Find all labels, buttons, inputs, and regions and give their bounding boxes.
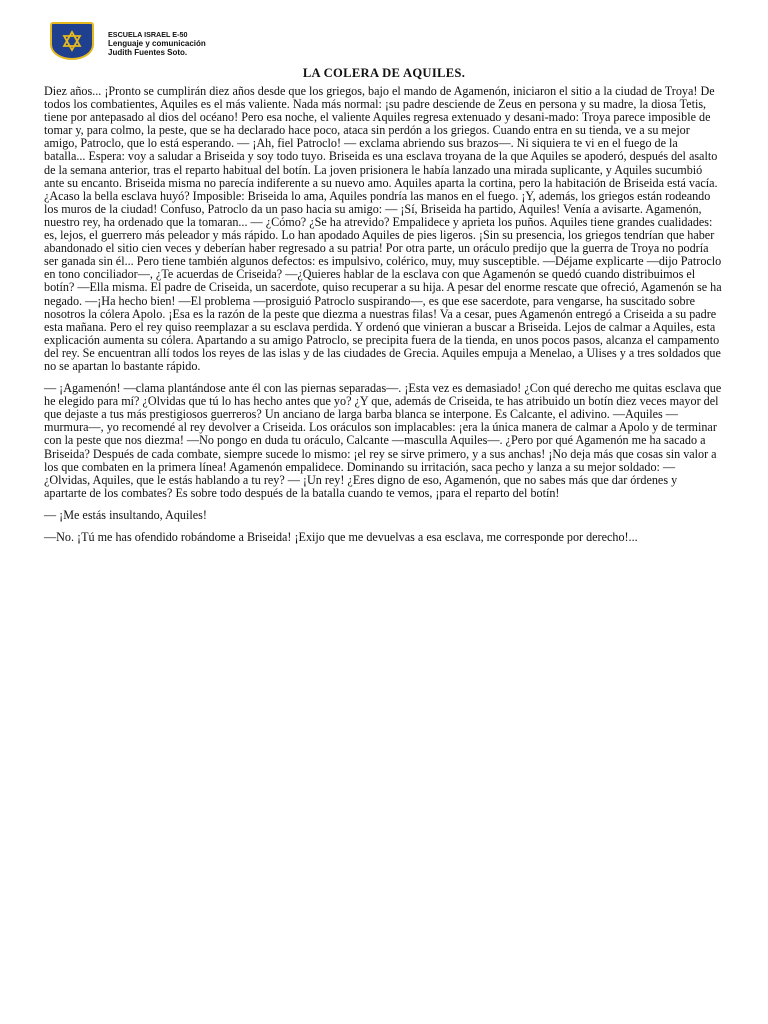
- star-of-david-shield-icon: [61, 30, 83, 52]
- teacher-name: Judith Fuentes Soto.: [108, 48, 188, 57]
- school-info: [108, 30, 206, 57]
- paragraph-3: — ¡Me estás insultando, Aquiles!: [44, 507, 207, 522]
- school-logo: [50, 22, 94, 60]
- school-header: [50, 22, 206, 60]
- paragraph-1: Diez años... ¡Pronto se cumplirán diez años desde que los griegos, bajo el mando de Agamenón, iniciaron el sitio a la ciudad de Troya! De todos los combatientes, Aquiles es el más valiente. Nada más normal: ¡su padre desciende de Zeus en persona y su madre, la diosa Tetis, tiene por antepasado al dios del océano! Pero esa noche, el valiente Aquiles regresa extenuado y desani-mado: Troya parece imposible de tomar y, para colmo, la peste, que se ha declarado hace poco, ataca sin perdón a los griegos. Cuando entra en su tienda, ve a su mejor amigo, Patroclo, que lo está esperando. — ¡Ah, fiel Patroclo! — exclama abriendo sus brazos—. Ni siquiera te vi en el fuego de la batalla... Espera: voy a saludar a Briseida y soy todo tuyo. Briseida es una esclava troyana de la que Aquiles se apoderó, después del asalto de la semana anterior, tras el reparto habitual del botín. La joven prisionera le había lanzado una mirada suplicante, y Aquiles sucumbió ante su encanto. Briseida misma no parecía indiferente a su nuevo amo. Aquiles aparta la cortina, pero la habitación de Briseida está vacía. ¿Acaso la bella esclava huyó? Imposible: Briseida lo ama, Aquiles pondría las manos en el fuego. ¡Y, además, los griegos están rodeando los muros de la ciudad! Confuso, Patroclo da un paso hacia su amigo: — ¡Sí, Briseida ha partido, Aquiles! Venía a avisarte. Agamenón, nuestro rey, ha ordenado que la tomaran... — ¿Cómo? ¿Se ha atrevido? Empalidece y aprieta los puños. Aquiles tiene grandes cualidades: es, lejos, el guerrero más peleador y más rápido. Lo han apodado Aquiles de pies ligeros. ¡Sin su presencia, los griegos tendrían que haber abandonado el sitio cien veces y deberían haber regresado a su patria! Por otra parte, un oráculo predijo que la guerra de Troya no podría ser ganada sin él... Pero tiene también algunos defectos: es impulsivo, colérico, muy, muy susceptible. —Déjame explicarte —dijo Patroclo en tono conciliador—, ¿Te acuerdas de Criseida? —¿Quieres hablar de la esclava con que Agamenón se quedó cuando distribuimos el botín? —Ella misma. El padre de Criseida, un sacerdote, quiso recuperar a su hija. A pesar del enorme rescate que ofreció, Agamenón se ha negado. —¡Ha hecho bien! —El problema —prosiguió Patroclo suspirando—, es que ese sacerdote, para vengarse, ha suscitado sobre nosotros la cólera Apolo. ¡Esa es la razón de la peste que diezma a nuestras filas! Va a cesar, pues Agamenón entregó a Criseida a su padre esta mañana. Pero el rey quiso reemplazar a su esclava perdida. Y ordenó que vinieran a buscar a Briseida. Lejos de calmar a Aquiles, esta explicación aumenta su cólera. Apartando a su amigo Patroclo, se precipita fuera de la tienda, en unos pocos pasos, alcanza el campamento del rey. Se encuentran allí todos los reyes de las islas y de las ciudades de Grecia. Aquiles empuja a Menelao, a Ulises y a tres soldados que no se apartan lo bastante rápido.: [44, 84, 722, 373]
- paragraph-2: — ¡Agamenón! —clama plantándose ante él con las piernas separadas—. ¡Esta vez es demasiado! ¿Con qué derecho me quitas esclava que he elegido para mí? ¿Olvidas que tú lo has hecho antes que yo? ¿Y que, además de Criseida, te has atribuido un botín diez veces mayor del que dejaste a tus más prestigiosos guerreros? Un anciano de larga barba blanca se interpone. Es Calcante, el adivino. —Aquiles —murmura—, yo recomendé al rey devolver a Criseida. Los oráculos son implacables: ¡era la única manera de calmar a Apolo y de terminar con la peste que nos diezma! —No pongo en duda tu oráculo, Calcante —masculla Aquiles—. ¿Pero por qué Agamenón me ha sacado a Briseida? Después de cada combate, siempre sucede lo mismo: ¡el rey se sirve primero, y a sus anchas! ¡No deja más que cosas sin valor a los que combaten en la primera línea! Agamenón empalidece. Dominando su irritación, saca pecho y lanza a su mejor soldado: — ¿Olvidas, Aquiles, que le estás hablando a tu rey? — ¡Un rey! ¿Eres digno de eso, Agamenón, que no sabes más que dar órdenes y apartarte de los combates? Es sobre todo después de la batalla cuando te vemos, ¡para el reparto del botín!: [44, 381, 722, 500]
- school-name: ESCUELA ISRAEL E-50: [108, 30, 188, 39]
- paragraph-4: —No. ¡Tú me has ofendido robándome a Briseida! ¡Exijo que me devuelvas a esa esclava, me corresponde por derecho!...: [44, 529, 638, 544]
- subject-name: Lenguaje y comunicación: [108, 39, 206, 48]
- document-title: LA COLERA DE AQUILES.: [302, 66, 466, 80]
- document-body: [44, 85, 722, 552]
